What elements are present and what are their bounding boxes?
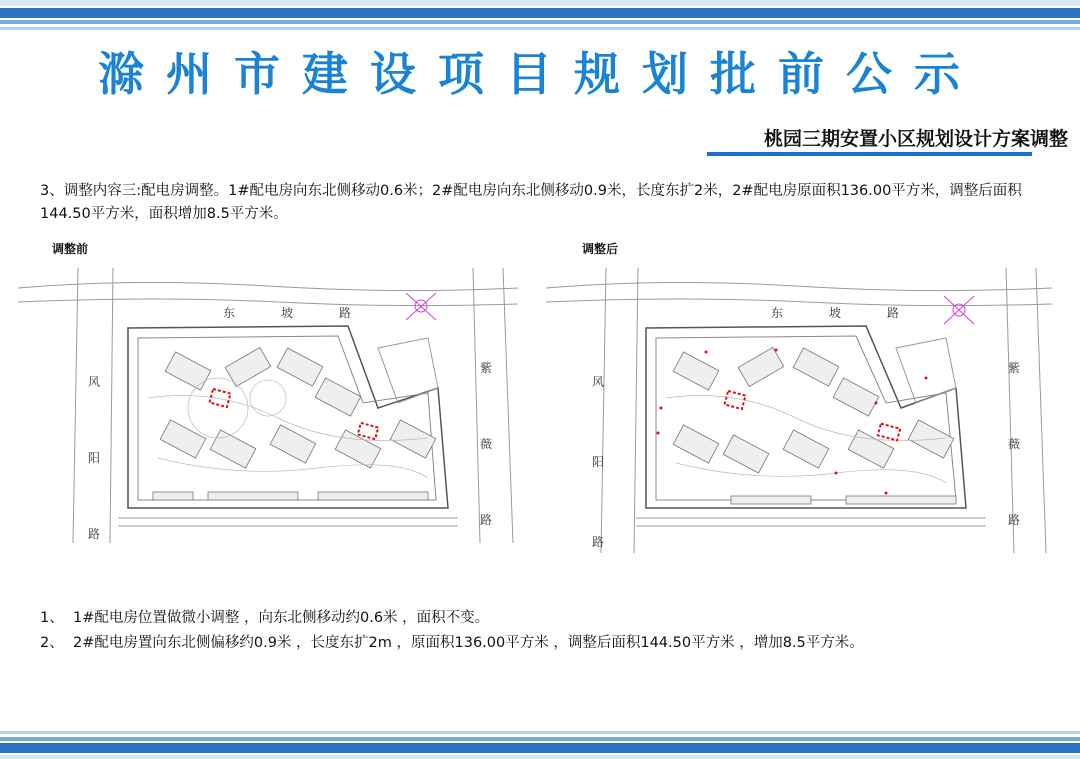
road-label: 东 bbox=[771, 306, 830, 320]
adjustment-description: 3、调整内容三:配电房调整。1#配电房向东北侧移动0.6米；2#配电房向东北侧移动0.9米，长度东扩2米，2#配电房原面积136.00平方米，调整后面积144.50平方米，面积增加8.5平方米。 bbox=[40, 183, 1022, 222]
note-item bbox=[40, 631, 864, 652]
substation-1-marker bbox=[724, 391, 745, 409]
road-label: 路 bbox=[887, 306, 946, 320]
road-label: 风 bbox=[88, 375, 101, 389]
site-plan-before bbox=[18, 268, 518, 543]
before-label: 调整前 bbox=[52, 242, 89, 256]
note-number: 2、 bbox=[40, 635, 64, 651]
road-label: 紫 bbox=[1008, 361, 1021, 375]
road-label: 东 bbox=[223, 306, 282, 320]
road-label: 薇 bbox=[1008, 437, 1021, 451]
road-label: 路 bbox=[88, 527, 101, 541]
road-label: 路 bbox=[592, 535, 605, 549]
bottom-decorative-bar bbox=[0, 731, 1080, 759]
project-subtitle: 桃园三期安置小区规划设计方案调整 bbox=[763, 128, 1068, 150]
road-label: 阳 bbox=[592, 455, 605, 469]
page-title: 滁州市建设项目规划批前公示 bbox=[98, 47, 982, 101]
note-number: 1、 bbox=[40, 610, 64, 626]
substation-2-marker bbox=[878, 424, 900, 441]
note-item bbox=[40, 606, 489, 627]
after-label: 调整后 bbox=[582, 242, 619, 256]
road-label: 薇 bbox=[480, 437, 493, 451]
road-label: 坡 bbox=[281, 306, 340, 320]
road-label: 坡 bbox=[829, 306, 888, 320]
road-label: 阳 bbox=[88, 451, 101, 465]
road-label: 风 bbox=[592, 375, 605, 389]
site-plan-after bbox=[546, 268, 1052, 553]
note-text: 2#配电房置向东北侧偏移约0.9米 ，长度东扩2m ，原面积136.00平方米 ，调整后面积144.50平方米 ，增加8.5平方米。 bbox=[73, 635, 864, 651]
subtitle-underline bbox=[707, 152, 1032, 156]
road-label: 路 bbox=[1008, 513, 1021, 527]
note-text: 1#配电房位置做微小调整 ，向东北侧移动约0.6米 ，面积不变。 bbox=[73, 610, 490, 626]
top-decorative-bar bbox=[0, 0, 1080, 34]
road-label: 紫 bbox=[480, 361, 493, 375]
substation-1-marker bbox=[209, 389, 230, 407]
road-label: 路 bbox=[339, 306, 398, 320]
substation-2-marker bbox=[358, 423, 378, 439]
road-label: 路 bbox=[480, 513, 493, 527]
